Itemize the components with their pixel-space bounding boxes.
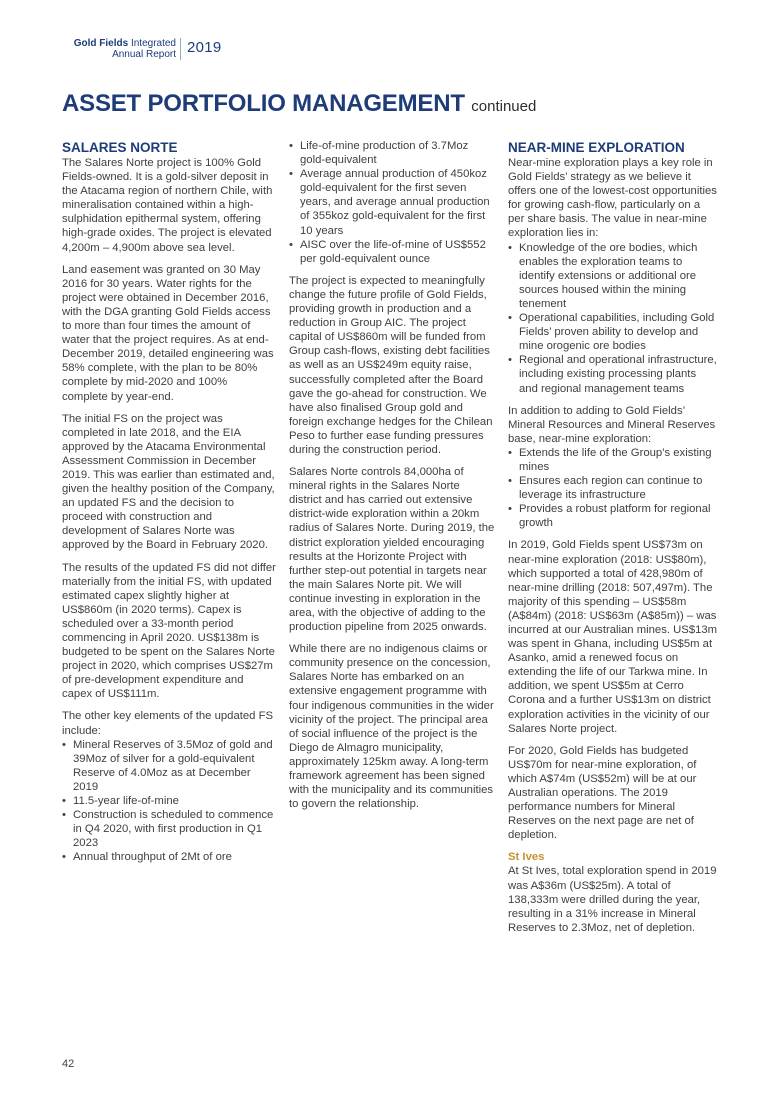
bullet-list bbox=[289, 139, 495, 266]
list-item: • Regional and operational infrastructure, including existing processing plants and regional management teams bbox=[508, 353, 718, 395]
column-1 bbox=[62, 139, 276, 873]
brand-name: Gold Fields bbox=[73, 38, 129, 49]
brand-integrated: Integrated bbox=[130, 38, 176, 49]
paragraph: The Salares Norte project is 100% Gold Fields-owned. It is a gold-silver deposit in the Atacama region of northern Chile, with mineralisation contained within a high-sulphidation epithermal system, offering high-grade oxides. The project is elevated 4,200m – 4,900m above sea level. bbox=[62, 157, 273, 254]
list-item: • Extends the life of the Group’s existing mines bbox=[508, 446, 718, 474]
list-item: • Mineral Reserves of 3.5Moz of gold and 39Moz of silver for a gold-equivalent Reserve of 4.0Moz as at December 2019 bbox=[62, 738, 276, 794]
section-heading-salares-norte: SALARES NORTE bbox=[62, 140, 178, 155]
brand-annual-report: Annual Report bbox=[112, 49, 176, 60]
list-item: • AISC over the life-of-mine of US$552 per gold-equivalent ounce bbox=[289, 238, 495, 266]
section-heading-near-mine-exploration: NEAR-MINE EXPLORATION bbox=[508, 140, 685, 155]
paragraph: The project is expected to meaningfully change the future profile of Gold Fields, providing growth in production and a reduction in Group AIC. The project capital of US$860m will be funded from Group cash-flows, existing debt facilities as well as an US$249m equity raise, successfully completed after the Board gave the go-ahead for construction. We have also finalised Group gold and foreign exchange hedges for the Chilean Peso to further ease funding pressures during the construction period. bbox=[289, 274, 493, 456]
list-item: • Annual throughput of 2Mt of ore bbox=[62, 850, 276, 864]
bullet-list bbox=[508, 241, 718, 396]
bullet-list bbox=[62, 738, 276, 865]
page-title-main: ASSET PORTFOLIO MANAGEMENT bbox=[62, 90, 465, 117]
bullet-list bbox=[508, 446, 718, 531]
paragraph: Land easement was granted on 30 May 2016 for 30 years. Water rights for the project were obtained in December 2016, with the DGA granting Gold Fields access to more than four times the amount of water that the project requires. As at end-December 2019, detailed engineering was 58% complete, with the plan to be 80% complete by mid-2020 and 100% complete by year-end. bbox=[62, 263, 274, 403]
paragraph: While there are no indigenous claims or community presence on the concession, Salares Norte has embarked on an extensive engagement programme with four indigenous communities in the wider vicinity of the project. The principal area of social influence of the project is the Diego de Almagro municipality, approximately 125km away. A long-term framework agreement has been signed with the municipality and its communities to govern the relationship. bbox=[289, 643, 494, 811]
paragraph: Near-mine exploration plays a key role in Gold Fields’ strategy as we believe it offers one of the lowest-cost opportunities for growing cash-flow, particularly on a per share basis. The value in near-mine exploration lies in: bbox=[508, 157, 717, 240]
list-item: • Ensures each region can continue to leverage its infrastructure bbox=[508, 474, 718, 502]
list-item: • Provides a robust platform for regional growth bbox=[508, 502, 718, 530]
paragraph: Salares Norte controls 84,000ha of mineral rights in the Salares Norte district and has carried out extensive district-wide exploration within a 20km radius of Salares Norte. During 2019, the district exploration yielded encouraging results at the Horizonte Project with further step-out potential in targets near the main Salares Norte pit. We will continue investing in exploration in the area, with the objective of adding to the production pipeline from 2025 onwards. bbox=[289, 466, 495, 634]
list-item: • 11.5-year life-of-mine bbox=[62, 794, 276, 808]
paragraph: In addition to adding to Gold Fields’ Mineral Resources and Mineral Reserves base, near-mine exploration: bbox=[508, 404, 716, 445]
list-item: • Knowledge of the ore bodies, which enables the exploration teams to identify extensions or additional ore sources housed within the mining tenement bbox=[508, 241, 718, 311]
page-title-suffix: continued bbox=[471, 98, 537, 115]
page-title bbox=[62, 90, 536, 118]
paragraph: The other key elements of the updated FS include: bbox=[62, 710, 274, 737]
paragraph: In 2019, Gold Fields spent US$73m on near-mine exploration (2018: US$80m), which supported a total of 428,980m of near-mine drilling (2018: 507,497m). The majority of this spending – US$58m (A$84m) (2018: US$63m (A$85m)) – was incurred at our Australian mines. US$13m was spent in Ghana, including US$5m at Asanko, amid a renewed focus on extending the life of our Tarkwa mine. In addition, we spent US$5m at Cerro Corona and a further US$13m on district exploration activities in the vicinity of our Salares Norte project. bbox=[508, 539, 718, 735]
page-number: 42 bbox=[62, 1058, 75, 1070]
column-2 bbox=[289, 139, 495, 819]
paragraph: The initial FS on the project was completed in late 2018, and the EIA approved by the Atacama Environmental Assessment Commission in December 2019. This was earlier than estimated and, given the healthy position of the Company, an updated FS and the decision to proceed with construction and development of Salares Norte was approved by the Board in February 2020. bbox=[62, 412, 275, 552]
header-divider bbox=[180, 38, 181, 60]
paragraph: For 2020, Gold Fields has budgeted US$70m for near-mine exploration, of which A$74m (US$52m) will be at our Australian operations. The 2019 performance numbers for Mineral Reserves on the next page are net of depletion. bbox=[508, 744, 697, 842]
report-year: 2019 bbox=[187, 39, 222, 56]
list-item: • Average annual production of 450koz gold-equivalent for the first seven years, and average annual production of 355koz gold-equivalent for the first 10 years bbox=[289, 167, 495, 237]
list-item: • Life-of-mine production of 3.7Moz gold-equivalent bbox=[289, 139, 495, 167]
column-3 bbox=[508, 139, 718, 943]
list-item: • Construction is scheduled to commence in Q4 2020, with first production in Q1 2023 bbox=[62, 808, 276, 850]
paragraph: At St Ives, total exploration spend in 2019 was A$36m (US$25m). A total of 138,333m were drilled during the year, resulting in a 31% increase in Mineral Reserves to 2.3Moz, net of depletion. bbox=[508, 865, 717, 934]
report-brand bbox=[66, 38, 176, 60]
subheading-st-ives: St Ives bbox=[508, 851, 545, 864]
paragraph: The results of the updated FS did not differ materially from the initial FS, with updated estimated capex slightly higher at US$860m (in 2020 terms). Capex is scheduled over a 33-month period commencing in April 2020. US$138m is budgeted to be spent on the Salares Norte project in 2020, which comprises US$27m of pre-development expenditure and capex of US$111m. bbox=[62, 561, 276, 701]
list-item: • Operational capabilities, including Gold Fields’ proven ability to develop and mine orogenic ore bodies bbox=[508, 311, 718, 353]
